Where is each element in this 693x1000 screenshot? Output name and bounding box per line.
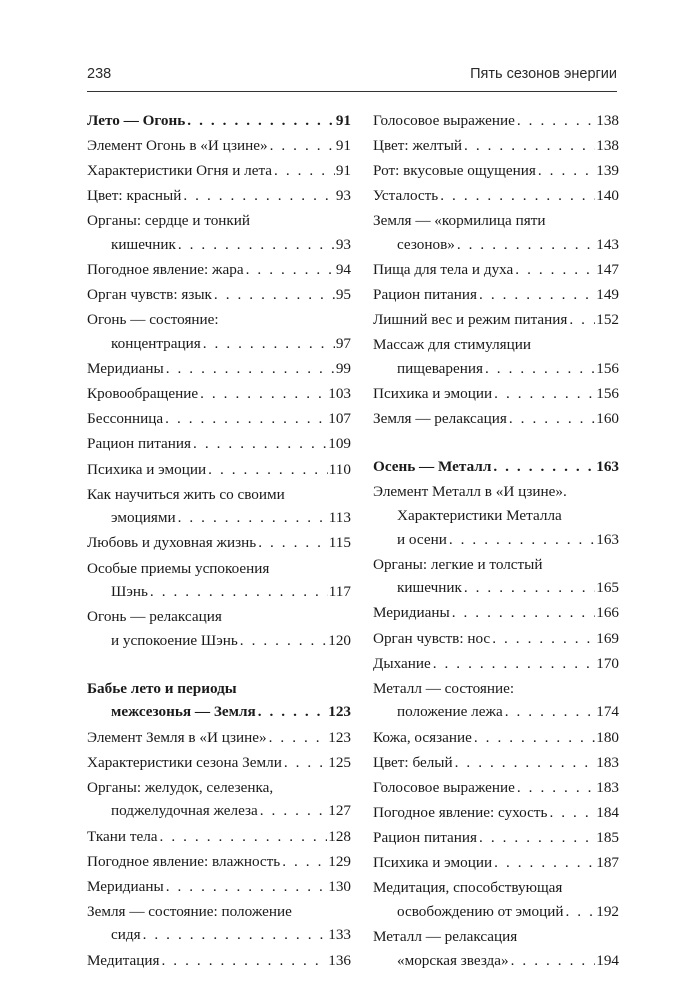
toc-entry-line <box>87 726 351 750</box>
toc-entry-title: Погодное явление: влажность <box>87 852 281 870</box>
toc-entry-title: Усталость <box>373 187 439 205</box>
dot-leader <box>515 258 595 282</box>
toc-entry-title: Меридианы <box>87 877 164 895</box>
toc-entry-title: межсезонья — Земля <box>111 703 256 721</box>
toc-entry <box>87 357 351 381</box>
toc-entry-title: Органы: легкие и толстый <box>373 555 543 573</box>
toc-entry-title: эмоциями <box>111 509 176 527</box>
dot-leader <box>565 900 595 924</box>
toc-entry-line <box>87 677 351 701</box>
toc-entry <box>87 134 351 158</box>
toc-entry-line <box>87 580 351 604</box>
toc-entry <box>373 876 619 923</box>
dot-leader <box>479 283 595 307</box>
dot-leader <box>449 528 595 552</box>
toc-entry <box>373 652 619 676</box>
toc-entry-title: Кровообращение <box>87 385 199 403</box>
toc-entry-title: Цвет: красный <box>87 187 182 205</box>
dot-leader <box>240 629 327 653</box>
toc-page-number: 183 <box>596 753 619 771</box>
toc-entry <box>87 382 351 406</box>
toc-entry-line <box>373 801 619 825</box>
toc-entry <box>87 432 351 456</box>
toc-entry-title: Элемент Огонь в «И цзине» <box>87 137 268 155</box>
toc-entry-title: Элемент Металл в «И цзине». <box>373 483 567 501</box>
toc-entry-line <box>373 233 619 257</box>
toc-page-number: 156 <box>596 360 619 378</box>
toc-entry-line <box>87 458 351 482</box>
toc-page-number: 109 <box>328 435 351 453</box>
dot-leader <box>433 652 596 676</box>
dot-leader <box>166 357 335 381</box>
toc-entry-title: Бабье лето и периоды <box>87 679 237 697</box>
toc-entry <box>87 184 351 208</box>
toc-page-number: 169 <box>596 629 619 647</box>
header-rule <box>87 91 617 92</box>
toc-entry <box>87 751 351 775</box>
toc-entry <box>373 184 619 208</box>
toc-entry <box>373 677 619 724</box>
toc-entry-line <box>87 531 351 555</box>
toc-page-number: 123 <box>328 728 351 746</box>
toc-page-number: 160 <box>596 410 619 428</box>
toc-entry-line <box>373 308 619 332</box>
dot-leader <box>511 949 596 973</box>
toc-entry-line <box>373 601 619 625</box>
toc-entry-line <box>373 627 619 651</box>
toc-page-number: 133 <box>328 926 351 944</box>
toc-entry-line <box>373 949 619 973</box>
toc-entry-title: и успокоение Шэнь <box>111 632 238 650</box>
toc-entry-title: Меридианы <box>373 604 450 622</box>
toc-entry-line <box>87 209 351 233</box>
toc-page-number: 174 <box>596 703 619 721</box>
toc-entry-line <box>373 382 619 406</box>
toc-entry-line <box>87 432 351 456</box>
toc-entry-line <box>87 776 351 800</box>
dot-leader <box>284 751 327 775</box>
toc-entry-line <box>87 900 351 924</box>
dot-leader <box>464 134 595 158</box>
toc-page-number: 140 <box>596 187 619 205</box>
toc-entry-line <box>87 850 351 874</box>
toc-page-number: 138 <box>596 112 619 129</box>
dot-leader <box>505 700 596 724</box>
toc-entry <box>87 483 351 530</box>
toc-entry-line <box>87 923 351 947</box>
dot-leader <box>143 923 328 947</box>
toc-entry <box>373 480 619 551</box>
dot-leader <box>457 233 595 257</box>
dot-leader <box>479 826 595 850</box>
running-header <box>87 58 617 88</box>
toc-entry-title: Органы: сердце и тонкий <box>87 212 251 230</box>
toc-page-number: 103 <box>328 385 351 403</box>
toc-entry <box>373 209 619 256</box>
toc-entry-line <box>87 629 351 653</box>
toc-entry-title: Характеристики сезона Земли <box>87 753 282 771</box>
toc-entry-line <box>87 483 351 507</box>
toc-entry-title: Земля — «кормилица пяти <box>373 212 546 230</box>
dot-leader <box>200 382 327 406</box>
toc-entry-line <box>373 776 619 800</box>
dot-leader <box>246 258 335 282</box>
toc-entry <box>87 605 351 652</box>
page-number: 238 <box>87 66 112 82</box>
toc-entry-line <box>373 876 619 900</box>
toc-page-number: 129 <box>328 852 351 870</box>
toc-entry-title: Голосовое выражение <box>373 778 515 796</box>
toc-entry-title: Рацион питания <box>373 828 478 846</box>
toc-entry-title: сидя <box>111 926 141 944</box>
toc-page-number: 97 <box>335 335 351 353</box>
toc-entry <box>87 825 351 849</box>
toc-entry-title: Орган чувств: нос <box>373 629 491 647</box>
toc-page-number: 170 <box>596 654 619 672</box>
toc-page-number: 138 <box>596 137 619 155</box>
dot-leader <box>569 308 595 332</box>
dot-leader <box>455 751 596 775</box>
toc-entry-title: Психика и эмоции <box>373 385 493 403</box>
dot-leader <box>187 109 335 133</box>
toc-entry-title: Погодное явление: сухость <box>373 803 548 821</box>
dot-leader <box>474 726 595 750</box>
toc-page-number: 91 <box>335 137 351 155</box>
dot-leader <box>183 184 334 208</box>
toc-entry-line <box>373 826 619 850</box>
dot-leader <box>260 799 327 823</box>
toc-entry-line <box>87 332 351 356</box>
toc-entry <box>373 601 619 625</box>
toc-entry <box>373 382 619 406</box>
toc-page-number: 117 <box>328 583 351 601</box>
toc-page-number: 99 <box>335 360 351 378</box>
toc-entry-title: Орган чувств: язык <box>87 286 212 304</box>
dot-leader <box>270 134 335 158</box>
dot-leader <box>509 407 595 431</box>
toc-entry <box>87 776 351 823</box>
dot-leader <box>549 801 595 825</box>
toc-entry-line <box>87 949 351 973</box>
toc-entry <box>87 407 351 431</box>
toc-entry-line <box>373 258 619 282</box>
toc-entry-title: Металл — релаксация <box>373 927 518 945</box>
dot-leader <box>162 949 328 973</box>
toc-page-number: 110 <box>328 460 351 478</box>
toc-entry-title: поджелудочная железа <box>111 802 258 820</box>
toc-entry-title: Психика и эмоции <box>87 460 207 478</box>
toc-entry-line <box>373 700 619 724</box>
toc-page-number: 163 <box>596 530 619 548</box>
toc-entry-line <box>87 506 351 530</box>
toc-right-column <box>373 109 619 974</box>
toc-entry-line <box>87 258 351 282</box>
toc-entry-line <box>373 900 619 924</box>
toc-entry-title: Цвет: белый <box>373 753 453 771</box>
toc-entry-line <box>373 209 619 233</box>
dot-leader <box>494 382 595 406</box>
toc-page-number: 185 <box>596 828 619 846</box>
toc-entry-line <box>373 726 619 750</box>
toc-entry <box>87 458 351 482</box>
toc-entry <box>373 776 619 800</box>
toc-entry-title: кишечник <box>111 236 176 254</box>
toc-entry-title: Голосовое выражение <box>373 112 515 129</box>
toc-entry-title: Рацион питания <box>87 435 192 453</box>
toc-entry-title: Элемент Земля в «И цзине» <box>87 728 267 746</box>
dot-leader <box>166 875 328 899</box>
toc-section-heading <box>87 677 351 724</box>
toc-page-number: 120 <box>328 632 351 650</box>
toc-page-number: 192 <box>596 902 619 920</box>
dot-leader <box>517 776 595 800</box>
toc-entry <box>373 851 619 875</box>
toc-entry-title: Характеристики Металла <box>397 506 562 524</box>
toc-page-number: 152 <box>596 311 619 329</box>
toc-page-number: 93 <box>335 187 351 205</box>
toc-entry-line <box>87 825 351 849</box>
toc-page-number: 156 <box>596 385 619 403</box>
toc-entry <box>87 159 351 183</box>
toc-page-number: 94 <box>335 261 351 279</box>
toc-entry <box>373 109 619 133</box>
toc-page-number: 180 <box>596 728 619 746</box>
toc-entry-line <box>87 134 351 158</box>
toc-entry <box>373 627 619 651</box>
toc-entry-line <box>87 109 351 133</box>
toc-entry-title: Как научиться жить со своими <box>87 485 285 503</box>
toc-section-heading <box>373 455 619 479</box>
toc-page-number: 95 <box>335 286 351 304</box>
toc-page-number: 130 <box>328 877 351 895</box>
toc-entry-title: Массаж для стимуляции <box>373 336 532 354</box>
toc-entry-title: освобождению от эмоций <box>397 902 564 920</box>
toc-page-number: 91 <box>335 162 351 180</box>
toc-entry <box>373 726 619 750</box>
toc-entry-title: Земля — состояние: положение <box>87 902 292 920</box>
toc-entry-title: сезонов» <box>397 236 455 254</box>
toc-entry-title: и осени <box>397 530 447 548</box>
dot-leader <box>494 851 595 875</box>
toc-entry-line <box>373 333 619 357</box>
toc-entry-line <box>87 382 351 406</box>
toc-entry <box>373 283 619 307</box>
toc-entry-line <box>87 751 351 775</box>
toc-entry <box>373 801 619 825</box>
toc-page-number: 194 <box>596 951 619 969</box>
toc-page-number: 163 <box>596 458 619 476</box>
toc-entry <box>87 258 351 282</box>
running-title: Пять сезонов энергии <box>470 66 617 82</box>
toc-entry-title: Цвет: желтый <box>373 137 463 155</box>
toc-page-number: 113 <box>328 509 351 527</box>
toc-entry-title: Любовь и духовная жизнь <box>87 534 257 552</box>
toc-entry-line <box>87 407 351 431</box>
toc-page-number: 123 <box>328 703 351 721</box>
toc-entry-line <box>87 308 351 332</box>
dot-leader <box>208 458 328 482</box>
toc-page-number: 128 <box>328 827 351 845</box>
toc-page-number: 166 <box>596 604 619 622</box>
toc-entry <box>87 209 351 256</box>
toc-entry <box>373 134 619 158</box>
toc-entry-title: Шэнь <box>111 583 148 601</box>
toc-entry-title: Медитация <box>87 951 160 969</box>
toc-entry-line <box>373 851 619 875</box>
toc-entry-line <box>373 652 619 676</box>
toc-page-number: 115 <box>328 534 351 552</box>
toc-entry-line <box>373 504 619 528</box>
toc-entry-line <box>373 159 619 183</box>
toc-entry <box>87 308 351 355</box>
toc-entry-title: концентрация <box>111 335 201 353</box>
toc-page-number: 127 <box>328 802 351 820</box>
toc-page-number: 183 <box>596 778 619 796</box>
toc-page-number: 139 <box>596 162 619 180</box>
toc-entry-line <box>373 751 619 775</box>
dot-leader <box>178 506 328 530</box>
toc-entry-title: Характеристики Огня и лета <box>87 162 273 180</box>
toc-entry-line <box>373 283 619 307</box>
toc-entry-line <box>87 283 351 307</box>
toc-section-heading <box>87 109 351 133</box>
toc-entry-line <box>87 159 351 183</box>
toc-entry <box>87 850 351 874</box>
toc-page-number: 93 <box>335 236 351 254</box>
toc-page-number: 165 <box>596 579 619 597</box>
toc-entry <box>87 531 351 555</box>
toc-entry-title: Меридианы <box>87 360 164 378</box>
toc-entry-title: Пища для тела и духа <box>373 261 514 279</box>
toc-entry <box>87 726 351 750</box>
toc-page-number: 143 <box>596 236 619 254</box>
toc-entry-line <box>373 553 619 577</box>
toc-entry-title: Лишний вес и режим питания <box>373 311 568 329</box>
toc-page-number: 187 <box>596 853 619 871</box>
toc-entry-line <box>373 480 619 504</box>
toc-entry-line <box>87 700 351 724</box>
dot-leader <box>485 357 595 381</box>
toc-entry-title: Огонь — релаксация <box>87 608 222 626</box>
toc-entry-line <box>87 799 351 823</box>
toc-entry-title: Особые приемы успокоения <box>87 559 270 577</box>
toc-entry <box>87 557 351 604</box>
toc-entry-title: Осень — Металл <box>373 458 492 476</box>
toc-entry-title: Дыхание <box>373 654 431 672</box>
toc-entry-line <box>87 184 351 208</box>
toc-entry <box>87 283 351 307</box>
toc-page-number: 136 <box>328 951 351 969</box>
dot-leader <box>214 283 335 307</box>
dot-leader <box>203 332 335 356</box>
dot-leader <box>165 407 327 431</box>
toc-entry-title: Рацион питания <box>373 286 478 304</box>
toc-page-number: 149 <box>596 286 619 304</box>
dot-leader <box>452 601 596 625</box>
dot-leader <box>160 825 328 849</box>
dot-leader <box>538 159 595 183</box>
toc-entry-line <box>373 357 619 381</box>
toc-entry <box>373 159 619 183</box>
dot-leader <box>517 109 595 133</box>
toc-entry-line <box>87 605 351 629</box>
toc-entry <box>373 407 619 431</box>
dot-leader <box>492 627 595 651</box>
toc-entry-title: Огонь — состояние: <box>87 311 219 329</box>
dot-leader <box>493 455 595 479</box>
toc-entry-title: Кожа, осязание <box>373 728 472 746</box>
toc-entry <box>373 553 619 600</box>
toc-entry-title: Погодное явление: жара <box>87 261 244 279</box>
toc-entry-title: Лето — Огонь <box>87 112 186 129</box>
toc-entry <box>87 875 351 899</box>
toc-page-number: 107 <box>328 410 351 428</box>
toc-entry-line <box>373 576 619 600</box>
toc-entry <box>373 826 619 850</box>
toc-entry <box>373 308 619 332</box>
dot-leader <box>150 580 328 604</box>
toc-entry <box>373 925 619 972</box>
toc-entry-title: Медитация, способствующая <box>373 879 563 897</box>
dot-leader <box>440 184 595 208</box>
toc-entry-line <box>373 528 619 552</box>
toc-page-number: 91 <box>335 112 351 129</box>
toc-entry-title: кишечник <box>397 579 462 597</box>
toc-entry-title: пищеварения <box>397 360 483 378</box>
toc-entry-line <box>87 875 351 899</box>
toc-entry <box>373 751 619 775</box>
dot-leader <box>193 432 327 456</box>
toc-page-number: 184 <box>596 803 619 821</box>
toc-entry-line <box>373 184 619 208</box>
toc-entry <box>373 333 619 380</box>
dot-leader <box>282 850 327 874</box>
dot-leader <box>258 531 328 555</box>
dot-leader <box>464 576 595 600</box>
toc-entry-title: Металл — состояние: <box>373 679 515 697</box>
toc-entry <box>87 900 351 947</box>
dot-leader <box>258 700 328 724</box>
toc-entry <box>373 258 619 282</box>
toc-entry-title: Органы: желудок, селезенка, <box>87 778 274 796</box>
toc-entry-title: Ткани тела <box>87 827 158 845</box>
toc-entry-line <box>87 233 351 257</box>
toc-entry-title: положение лежа <box>397 703 503 721</box>
toc-entry-title: Психика и эмоции <box>373 853 493 871</box>
toc-entry-line <box>373 109 619 133</box>
toc-entry-title: Земля — релаксация <box>373 410 507 428</box>
dot-leader <box>269 726 328 750</box>
toc-entry-line <box>373 455 619 479</box>
toc-entry-title: Рот: вкусовые ощущения <box>373 162 536 180</box>
toc-entry <box>87 949 351 973</box>
toc-page-number: 147 <box>596 261 619 279</box>
toc-entry-title: «морская звезда» <box>397 951 509 969</box>
toc-entry-line <box>373 925 619 949</box>
dot-leader <box>178 233 335 257</box>
dot-leader <box>274 159 335 183</box>
toc-entry-line <box>373 134 619 158</box>
toc-entry-line <box>373 407 619 431</box>
toc-left-column <box>87 109 351 974</box>
toc-entry-line <box>373 677 619 701</box>
toc-entry-line <box>87 357 351 381</box>
toc-entry-line <box>87 557 351 581</box>
toc-page-number: 125 <box>328 753 351 771</box>
toc-entry-title: Бессонница <box>87 410 164 428</box>
